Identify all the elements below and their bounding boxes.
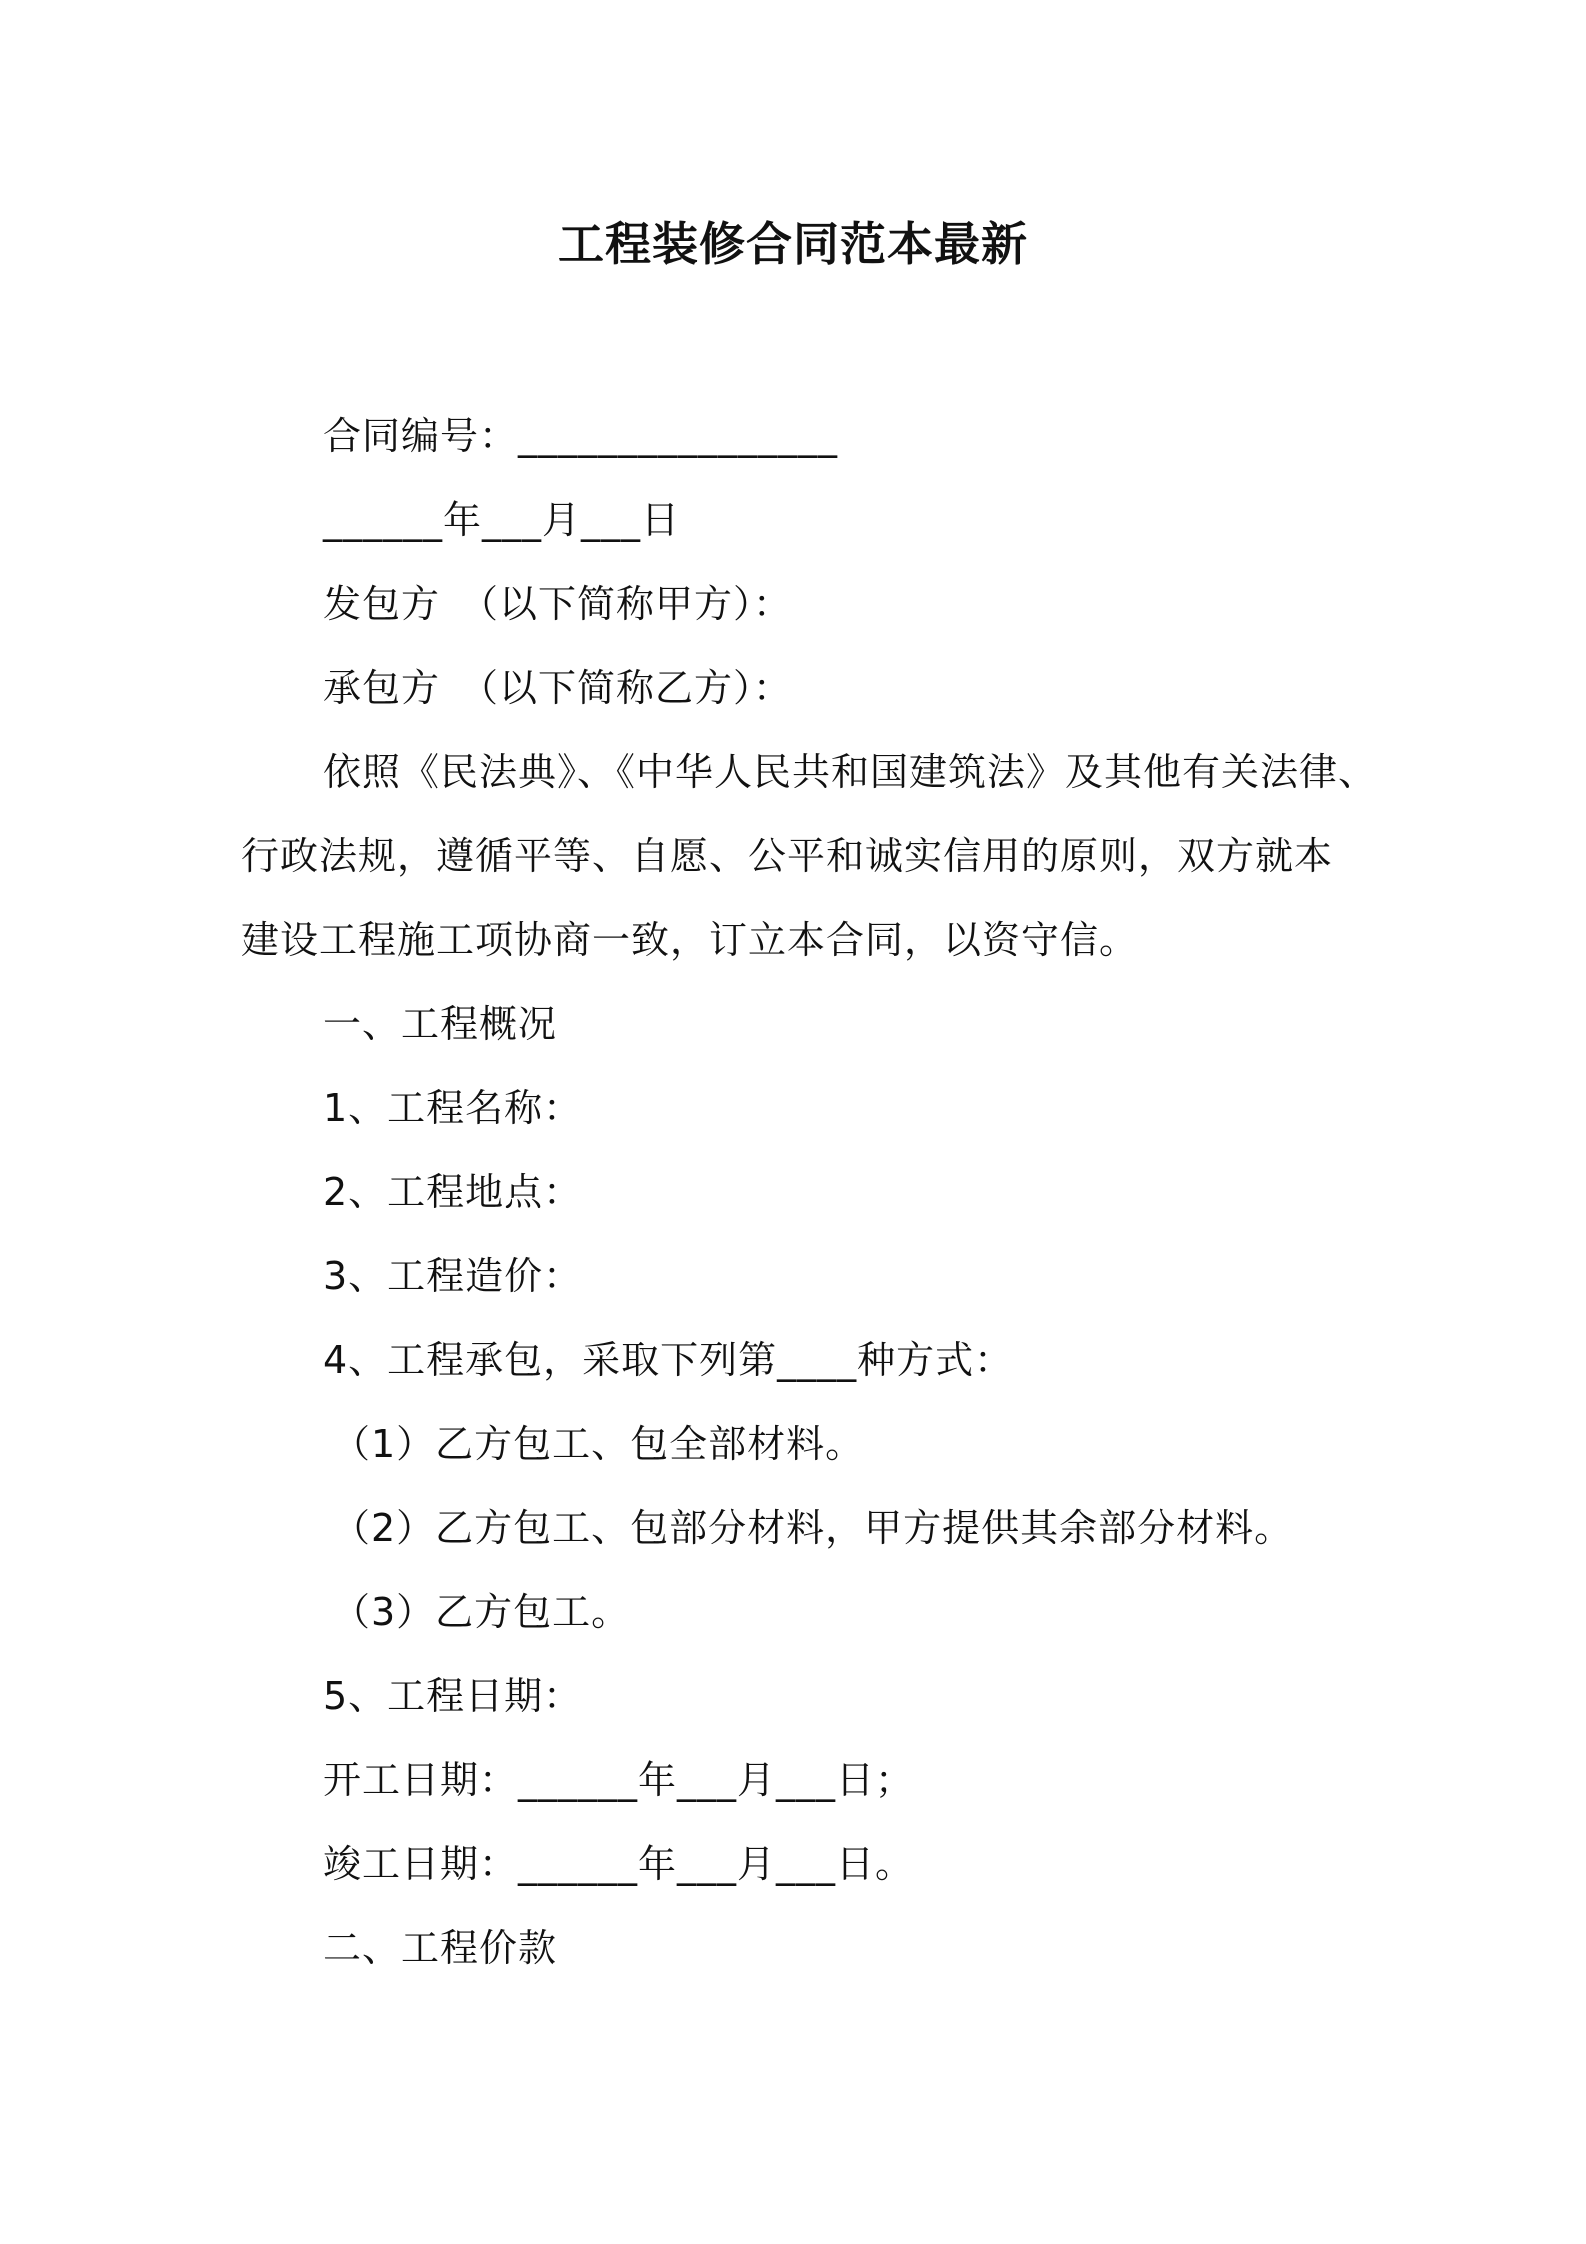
method-option-1: （1）乙方包工、包全部材料。 [332,1422,865,1466]
method-option-2: （2）乙方包工、包部分材料，甲方提供其余部分材料。 [332,1506,1294,1550]
section-heading-2: 二、工程价款 [323,1926,558,1970]
preamble-line-2: 行政法规，遵循平等、自愿、公平和诚实信用的原则，双方就本 [241,834,1334,878]
project-cost-line: 3、工程造价： [323,1254,583,1298]
project-dates-line: 5、工程日期： [323,1674,583,1718]
contract-date-line: ______年___月___日 [323,498,681,542]
contracting-method-line: 4、工程承包，采取下列第____种方式： [323,1338,1014,1382]
contract-number-line: 合同编号：________________ [323,414,839,458]
project-location-line: 2、工程地点： [323,1170,583,1214]
section-heading-1: 一、工程概况 [323,1002,558,1046]
method-option-3: （3）乙方包工。 [332,1590,631,1634]
document-title: 工程装修合同范本最新 [558,217,1028,271]
preamble-line-1: 依照《民法典》、《中华人民共和国建筑法》及其他有关法律、 [323,750,1378,794]
project-name-line: 1、工程名称： [323,1086,583,1130]
start-date-line: 开工日期：______年___月___日； [323,1758,915,1802]
preamble-line-3: 建设工程施工项协商一致，订立本合同，以资守信。 [241,918,1139,962]
party-a-line: 发包方 （以下简称甲方）： [323,582,793,626]
party-b-line: 承包方 （以下简称乙方）： [323,666,793,710]
completion-date-line: 竣工日期：______年___月___日。 [323,1842,915,1886]
